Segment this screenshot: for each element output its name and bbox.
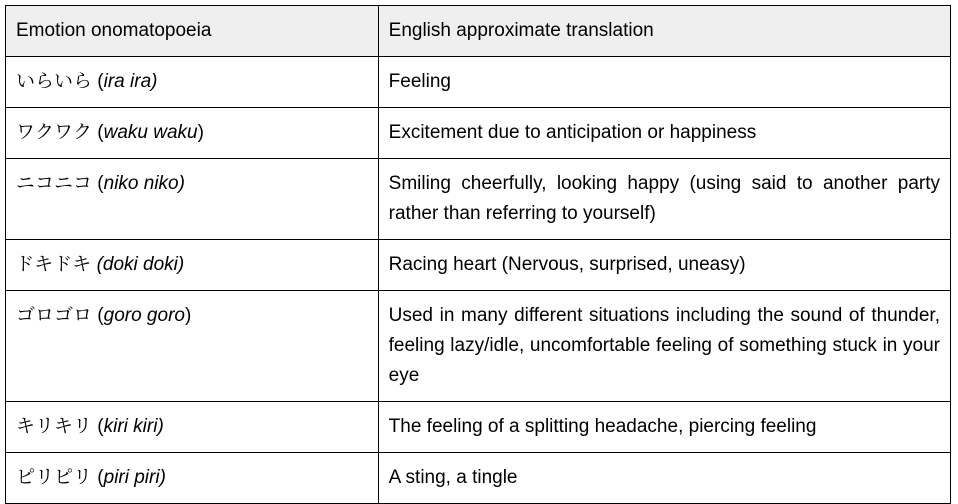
- onomatopoeia-cell: [6, 453, 379, 504]
- header-cell-translation: English approximate translation: [378, 6, 950, 57]
- onomatopoeia-cell: [6, 57, 379, 108]
- romaji: waku waku: [103, 122, 198, 143]
- romaji: ira ira): [103, 71, 158, 92]
- paren-close: ): [184, 305, 192, 326]
- onomatopoeia-cell: [6, 291, 379, 402]
- table-row: [6, 57, 951, 108]
- translation-cell: Feeling: [378, 57, 950, 108]
- table-row: [6, 453, 951, 504]
- onomatopoeia-cell: [6, 402, 379, 453]
- romaji: piri piri): [103, 467, 166, 488]
- romaji: kiri kiri): [103, 416, 164, 437]
- translation-cell: The feeling of a splitting headache, piercing feeling: [378, 402, 950, 453]
- translation-cell: Racing heart (Nervous, surprised, uneasy): [378, 240, 950, 291]
- paren-open: (: [92, 122, 104, 143]
- japanese-term: ドキドキ: [15, 254, 92, 275]
- japanese-term: いらいら: [16, 71, 93, 92]
- japanese-term: ワクワク: [16, 122, 93, 143]
- translation-cell: Smiling cheerfully, looking happy (using said to another party rather than referring to yourself): [378, 159, 950, 240]
- translation-cell: Excitement due to anticipation or happiness: [378, 108, 950, 159]
- romaji: (doki doki): [96, 254, 185, 275]
- translation-cell: A sting, a tingle: [378, 453, 950, 504]
- japanese-term: ピリピリ: [16, 467, 93, 488]
- japanese-term: ニコニコ: [16, 173, 93, 194]
- onomatopoeia-cell: [6, 108, 379, 159]
- paren-open: (: [92, 416, 104, 437]
- translation-cell: Used in many different situations including the sound of thunder, feeling lazy/idle, uncomfortable feeling of something stuck in your eye: [378, 291, 950, 402]
- onomatopoeia-cell: [6, 240, 379, 291]
- paren-close: ): [197, 122, 204, 143]
- paren-open: (: [92, 173, 104, 194]
- paren-open: (: [92, 71, 104, 92]
- romaji: niko niko): [103, 173, 185, 194]
- romaji: goro goro: [103, 305, 185, 326]
- table-row: [6, 159, 951, 240]
- japanese-term: キリキリ: [16, 416, 93, 437]
- onomatopoeia-cell: [6, 159, 379, 240]
- table-row: [6, 240, 951, 291]
- table-row: [6, 402, 951, 453]
- header-row: [6, 6, 951, 57]
- table-row: [6, 108, 951, 159]
- onomatopoeia-table: [5, 5, 951, 504]
- table-row: [6, 291, 951, 402]
- header-cell-onomatopoeia: Emotion onomatopoeia: [6, 6, 379, 57]
- paren-open: (: [92, 305, 104, 326]
- paren-open: (: [92, 467, 104, 488]
- japanese-term: ゴロゴロ: [16, 305, 93, 326]
